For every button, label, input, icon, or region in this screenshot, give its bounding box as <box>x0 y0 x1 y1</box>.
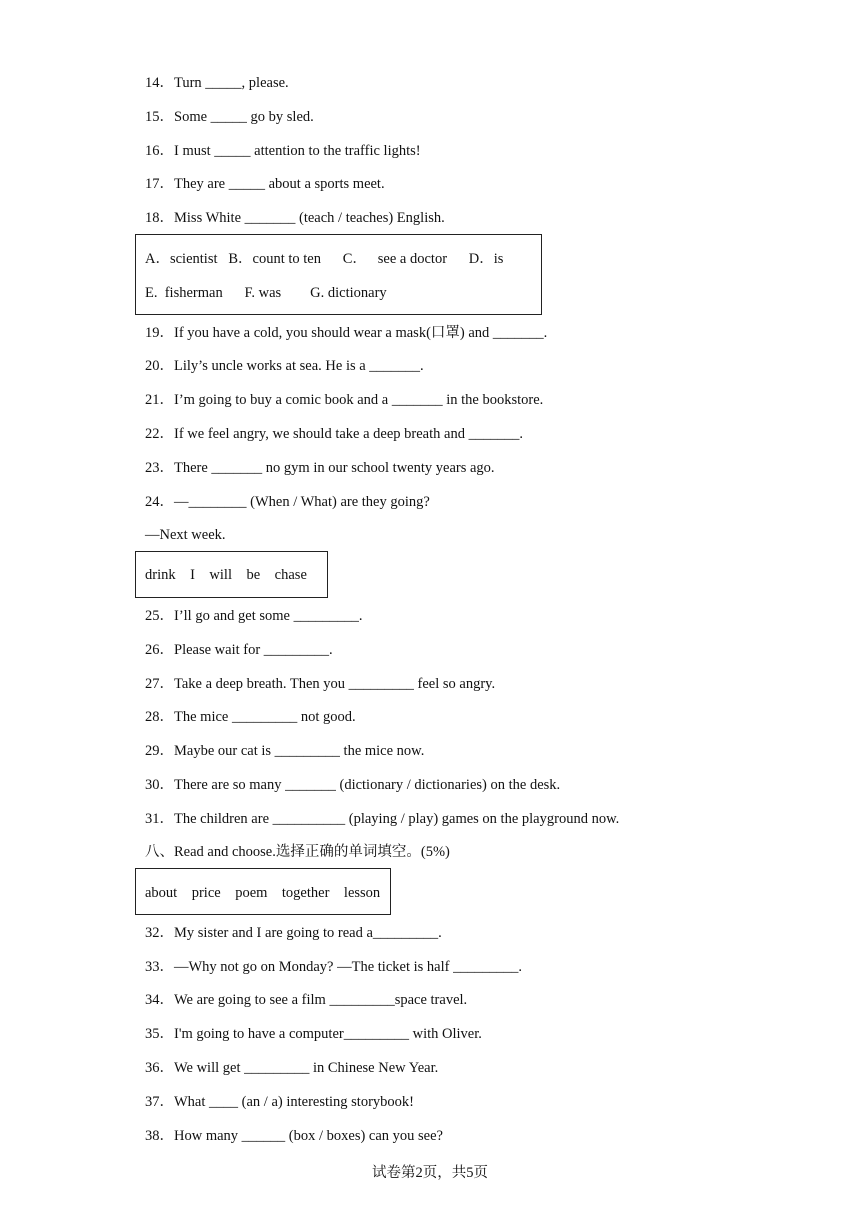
word-bank-box-1 <box>135 234 542 315</box>
question-27: 27．Take a deep breath. Then you _________ feel so angry. <box>145 676 496 692</box>
word-bank-box-2 <box>135 551 328 598</box>
page-footer: 试卷第2页，共5页 <box>372 1165 488 1181</box>
question-22: 22．If we feel angry, we should take a deep breath and _______. <box>145 426 523 442</box>
word-bank-row: drink I will be chase <box>145 567 307 583</box>
question-14: 14．Turn _____, please. <box>145 75 289 91</box>
question-16: 16．I must _____ attention to the traffic lights! <box>145 143 421 159</box>
question-24-answer: —Next week. <box>145 527 226 543</box>
question-15: 15．Some _____ go by sled. <box>145 109 314 125</box>
question-26: 26．Please wait for _________. <box>145 642 333 658</box>
question-23: 23．There _______ no gym in our school twenty years ago. <box>145 460 495 476</box>
question-35: 35．I'm going to have a computer_________ with Oliver. <box>145 1026 482 1042</box>
question-34: 34．We are going to see a film _________space travel. <box>145 992 468 1008</box>
word-bank-box-3 <box>135 868 391 915</box>
section-heading: 八、Read and choose.选择正确的单词填空。(5%) <box>145 844 450 860</box>
question-17: 17．They are _____ about a sports meet. <box>145 176 385 192</box>
word-bank-row-2: E. fisherman F. was G. dictionary <box>145 285 387 301</box>
question-18: 18．Miss White _______ (teach / teaches) English. <box>145 210 445 226</box>
question-33: 33．—Why not go on Monday? —The ticket is half _________. <box>145 959 522 975</box>
question-29: 29．Maybe our cat is _________ the mice now. <box>145 743 425 759</box>
question-30: 30．There are so many _______ (dictionary / dictionaries) on the desk. <box>145 777 561 793</box>
word-bank-row-1: A．scientist B．count to ten C． see a doctor D．is <box>145 251 504 267</box>
question-19: 19．If you have a cold, you should wear a mask(口罩) and _______. <box>145 325 548 341</box>
question-28: 28．The mice _________ not good. <box>145 709 356 725</box>
question-37: 37．What ____ (an / a) interesting storybook! <box>145 1094 414 1110</box>
word-bank-row: about price poem together lesson <box>145 885 381 901</box>
question-20: 20．Lily’s uncle works at sea. He is a _______. <box>145 358 424 374</box>
question-31: 31．The children are __________ (playing / play) games on the playground now. <box>145 811 620 827</box>
question-32: 32．My sister and I are going to read a_________. <box>145 925 442 941</box>
question-38: 38．How many ______ (box / boxes) can you see? <box>145 1128 443 1144</box>
question-24: 24．—________ (When / What) are they going? <box>145 494 430 510</box>
question-21: 21．I’m going to buy a comic book and a _______ in the bookstore. <box>145 392 544 408</box>
question-25: 25．I’ll go and get some _________. <box>145 608 363 624</box>
question-36: 36．We will get _________ in Chinese New Year. <box>145 1060 439 1076</box>
